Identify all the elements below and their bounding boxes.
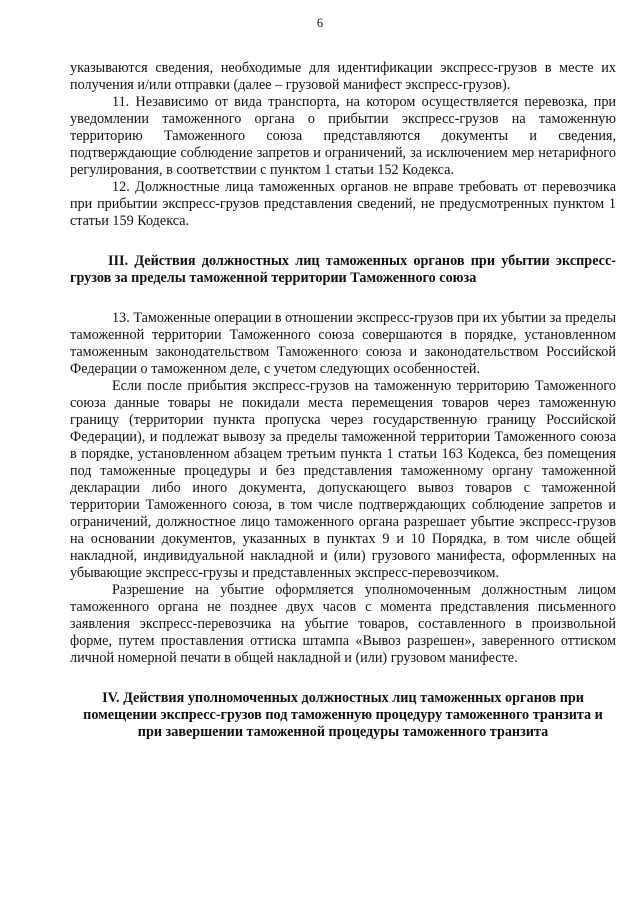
paragraph-13: 13. Таможенные операции в отношении экспресс-грузов при их убытии за пределы таможенной территории Таможенного союза совершаются в порядке, установленном таможенным законодательством Таможенного союза и законодательством Российской Федерации о таможенном деле, с учетом следующих особенностей. [70, 310, 616, 377]
paragraph-12: 12. Должностные лица таможенных органов не вправе требовать от перевозчика при прибытии экспресс-грузов представления сведений, не предусмотренных пунктом 1 статьи 159 Кодекса. [70, 179, 616, 229]
page-number: 6 [316, 16, 324, 30]
paragraph-11: 11. Независимо от вида транспорта, на котором осуществляется перевозка, при уведомлении таможенного органа о прибытии экспресс-грузов на таможенную территорию Таможенного союза представляются документы и сведения, подтверждающие соблюдение запретов и ограничений, за исключением мер нетарифного регулирования, в соответствии с пунктом 1 статьи 152 Кодекса. [70, 94, 616, 178]
paragraph-continuation: указываются сведения, необходимые для идентификации экспресс-грузов в месте их получения и/или отправки (далее – грузовой манифест экспресс-грузов). [70, 60, 616, 93]
paragraph-if-arrival: Если после прибытия экспресс-грузов на таможенную территорию Таможенного союза данные товары не покидали места перемещения товаров через таможенную границу (территории пункта пропуска через государственную границу Российской Федерации), и подлежат вывозу за пределы таможенной территории Таможенного союза в порядке, установленном абзацем третьим пункта 1 статьи 163 Кодекса, без помещения под таможенные процедуры и без представления таможенному органу таможенной декларации либо иного документа, допускающего вывоз товаров с таможенной территории Таможенного союза, в том числе подтверждающих соблюдение запретов и ограничений, должностное лицо таможенного органа разрешает убытие экспресс-грузов на основании документов, указанных в пунктах 9 и 10 Порядка, в том числе общей накладной, индивидуальной накладной и (или) грузового манифеста, оформленных на убывающие экспресс-грузы и представленных экспресс-перевозчиком. [70, 378, 616, 581]
section-3-heading: III. Действия должностных лиц таможенных органов при убытии экспресс-грузов за пределы таможенной территории Таможенного союза [70, 253, 616, 286]
document-body [70, 60, 616, 741]
paragraph-permission: Разрешение на убытие оформляется уполномоченным должностным лицом таможенного органа не позднее двух часов с момента представления письменного заявления экспресс-перевозчика на убытие товаров, составленного в произвольной форме, путем проставления оттиска штампа «Вывоз разрешен», заверенного оттиском личной номерной печати в общей накладной и (или) грузовом манифесте. [70, 582, 616, 666]
section-4-heading: IV. Действия уполномоченных должностных лиц таможенных органов при помещении экспресс-грузов под таможенную процедуру таможенного транзита и при завершении таможенной процедуры таможенного транзита [83, 690, 603, 740]
